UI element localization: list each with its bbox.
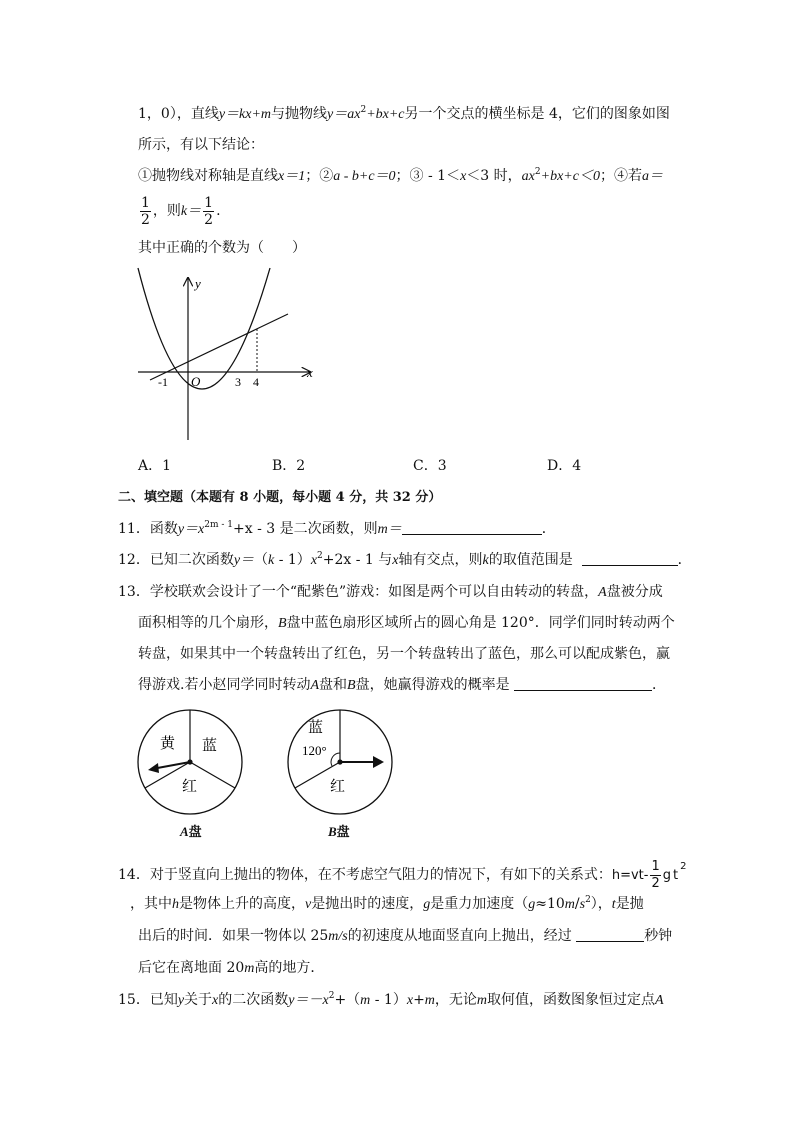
option-c[interactable]: C．3	[413, 458, 447, 474]
sector-red: 红	[330, 779, 346, 795]
q10-prompt: 其中正确的个数为（ ）	[138, 240, 306, 256]
question-14-line2: ，其中h是物体上升的高度，v是抛出时的速度，g是重力加速度$(g\approx 10m/s^2)$，t是抛	[130, 895, 644, 912]
question-13-line3: 转盘，如果其中一个转盘转出了红色，另一个转盘转出了蓝色，那么可以配成紫色，赢	[138, 646, 670, 662]
spinner-b-caption: B盘	[328, 824, 350, 840]
question-13-line2: 面积相等的几个扇形，B盘中蓝色扇形区域所占的圆心角是 120°．同学们同时转动两个	[138, 615, 675, 631]
q10-statement-line2: 所示，有以下结论：	[138, 137, 264, 153]
parabola-curve	[138, 268, 270, 389]
spinner-a	[134, 706, 246, 818]
tick-label-4: 4	[253, 375, 259, 389]
question-14-line4: 后它在离地面 20m高的地方．	[138, 960, 325, 976]
option-d[interactable]: D．4	[547, 458, 582, 474]
spinner-a-caption: A盘	[180, 824, 202, 840]
answer-blank-q12[interactable]	[582, 551, 678, 566]
sector-blue: 蓝	[202, 738, 218, 754]
arrow-left-icon	[148, 763, 159, 773]
section-title: 二、填空题（本题有 8 小题，每小题 4 分，共 32 分）	[118, 490, 442, 505]
origin-label: O	[191, 374, 201, 389]
answer-blank-q13[interactable]	[514, 676, 652, 691]
fraction-one-half: $\frac{1}{2}$	[141, 194, 150, 228]
question-15: 15．已知y关于x的二次函数$y=-x^2+(m - 1)x+m$，无论m取何值，函数图象恒过定点A	[118, 991, 664, 1008]
option-b[interactable]: B．2	[272, 458, 306, 474]
spinner-b	[284, 706, 396, 818]
q10-conclusions-line: ①抛物线对称轴是直线x＝1；②a - b+c＝0；③ - 1＜x＜3 时，$ax^2+bx+c<0$；④若a＝	[138, 167, 663, 184]
line-curve	[150, 314, 288, 380]
parabola-line-graph	[128, 262, 328, 448]
sector-yellow: 黄	[160, 736, 176, 752]
question-14-line1: 14．对于竖直向上抛出的物体，在不考虑空气阻力的情况下，有如下的关系式：h=vt- $\frac{1}{2}$ $gt^2$	[118, 859, 687, 891]
question-13-line1: 13．学校联欢会设计了一个“配紫色”游戏：如图是两个可以自由转动的转盘，A盘被分成	[118, 584, 663, 600]
formula: h=vt- $\frac{1}{2}$ $gt^2$	[611, 859, 687, 891]
x-axis-label: x	[307, 365, 313, 380]
y-axis-label: y	[195, 276, 201, 291]
sector-blue: 蓝	[308, 720, 324, 736]
sector-red: 红	[182, 779, 198, 795]
question-11: 11．函数$y=x^{2m - 1}+x - 3$ 是二次函数，则m＝ ．	[118, 520, 556, 537]
question-14-line3: 出后的时间．如果一物体以 25m/s的初速度从地面竖直向上抛出，经过 秒钟	[138, 928, 673, 944]
question-13-line4: 得游戏.若小赵同学同时转动A盘和B盘，她赢得游戏的概率是 ．	[138, 677, 667, 693]
option-a[interactable]: A．1	[138, 458, 172, 474]
answer-blank-q14[interactable]	[576, 927, 644, 942]
fraction-one-half-k: $\frac{1}{2}$	[204, 194, 214, 228]
q10-fraction-line: $\frac{1}{2}$ ，则k＝ $\frac{1}{2}$ .	[141, 194, 221, 228]
tick-label-minus1: -1	[158, 375, 168, 389]
q10-statement-line1: 1，0），直线y＝kx+m与抛物线$y=ax^2+bx+c$另一个交点的横坐标是 4，它们的图象如图	[138, 105, 670, 122]
answer-blank-q11[interactable]	[402, 520, 542, 535]
question-12: 12．已知二次函数$y=(k - 1)x^2+2x - 1$ 与x轴有交点，则k的取值范围是 ．	[118, 551, 692, 568]
arrow-right-icon	[373, 756, 384, 768]
angle-label: 120°	[302, 743, 327, 758]
tick-label-3: 3	[235, 375, 241, 389]
